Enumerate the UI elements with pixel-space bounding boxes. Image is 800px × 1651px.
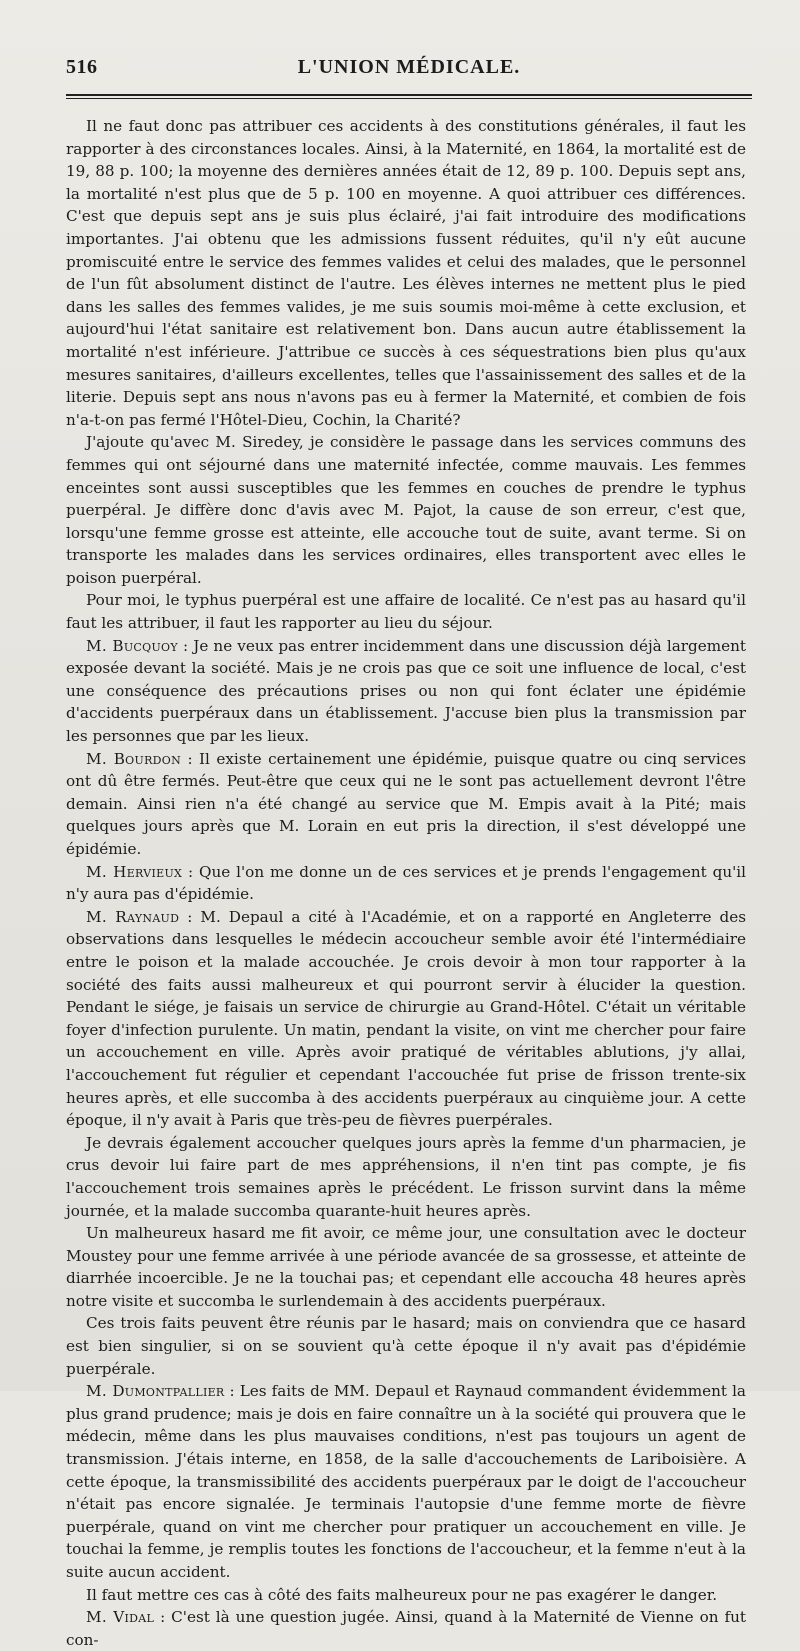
speaker-name: M. Raynaud [86,907,180,926]
paragraph-text: Je devrais également accoucher quelques jours après la femme d'un pharmacien, je crus devoir lui faire part de mes appréhensions, il n'en tint pas compte, je fis l'accouchement trois semaines après le précédent. Le frisson survint dans la même journée, et la malade succomba quarante-huit heures après. [66,1133,746,1220]
paragraph [66,589,746,634]
speaker-name: M. Dumontpallier [86,1382,225,1401]
paragraph-text: J'ajoute qu'avec M. Siredey, je considère le passage dans les services communs des femmes qui ont séjourné dans une maternité infectée, comme mauvais. Les femmes enceintes sont aussi susceptibles que les femmes en couches de prendre le typhus puerpéral. Je diffère donc d'avis avec M. Pajot, la cause de son erreur, c'est que, lorsqu'une femme grosse est atteinte, elle accouche tout de suite, avant terme. Si on transporte les malades dans les services ordinaires, elles transportent avec elles le poison puerpéral. [66,433,746,587]
speaker-name: M. Bourdon [86,749,182,768]
paragraph-text: Il faut mettre ces cas à côté des faits malheureux pour ne pas exagérer le danger. [86,1585,718,1604]
paragraph [66,748,746,861]
paragraph [66,1606,746,1651]
header-rule [66,94,752,99]
paragraph [66,1132,746,1222]
paragraph-text: : Je ne veux pas entrer incidemment dans une discussion déjà largement exposée devant la société. Mais je ne crois pas que ce soit une influence de local, c'est une conséquence des précautions prises ou non qui font éclater une épidémie d'accidents puerpéraux dans un établissement. J'accuse bien plus la transmission par les personnes que par les lieux. [66,636,746,746]
speaker-name: M. Vidal [86,1608,155,1627]
paragraph [66,431,746,589]
paragraph [66,635,746,748]
paragraph [66,906,746,1132]
paragraph-text: : C'est là une question jugée. Ainsi, quand à la Maternité de Vienne on fut con- [66,1608,746,1649]
paragraph [66,1584,746,1607]
paragraph-text: Ces trois faits peuvent être réunis par le hasard; mais on conviendra que ce hasard est bien singulier, si on se souvient qu'à cette époque il n'y avait pas d'épidémie puerpérale. [66,1314,746,1378]
paragraph [66,115,746,431]
paragraph-text: Un malheureux hasard me fit avoir, ce même jour, une consultation avec le docteur Moustey pour une femme arrivée à une période avancée de sa grossesse, et atteinte de diarrhée incoercible. Je ne la touchai pas; et cependant elle accoucha 48 heures après notre visite et succomba le surlendemain à des accidents puerpéraux. [66,1224,746,1310]
paragraph [66,861,746,906]
paragraph [66,1380,746,1583]
paragraph-text: : M. Depaul a cité à l'Académie, et on a rapporté en Angleterre des observations dans lesquelles le médecin accoucheur semble avoir été l'intermédiaire entre le poison et la malade accouchée. Je crois devoir à mon tour rapporter à la société des faits aussi malheureux et qui pourront servir à élucider la question. Pendant le siége, je faisais un service de chirurgie au Grand-Hôtel. C'était un véritable foyer d'infection purulente. Un matin, pendant la visite, on vint me chercher pour faire un accouchement en ville. Après avoir pratiqué de véritables ablutions, j'y allai, l'accouchement fut régulier et cependant l'accouchée fut prise de frisson trente-six heures après, et elle succomba à des accidents puerpéraux au cinquième jour. A cette époque, il n'y avait à Paris que très-peu de fièvres puerpérales. [66,907,746,1130]
page-number: 516 [66,56,98,78]
speaker-name: M. Bucquoy [86,636,178,655]
paragraph-text: Il ne faut donc pas attribuer ces accidents à des constitutions générales, il faut les rapporter à des circonstances locales. Ainsi, à la Maternité, en 1864, la mortalité est de 19, 88 p. 100; la moyenne des dernières années était de 12, 89 p. 100. Depuis sept ans, la mortalité n'est plus que de 5 p. 100 en moyenne. A quoi attribuer ces différences. C'est que depuis sept ans je suis plus éclairé, j'ai fait introduire des modifications importantes. J'ai obtenu que les admissions fussent réduites, qu'il n'y eût aucune promiscuité entre le service des femmes valides et celui des malades, que le personnel de l'un fût absolument distinct de l'autre. Les élèves internes ne mettent plus le pied dans les salles des femmes valides, je me suis soumis moi-même à cette exclusion, et aujourd'hui l'état sanitaire est relativement bon. Dans aucun autre établissement la mortalité n'est inférieure. J'attribue ce succès à ces séquestrations bien plus qu'aux mesures sanitaires, d'ailleurs excellentes, telles que l'assainissement des salles et de la literie. Depuis sept ans nous n'avons pas eu à fermer la Maternité, et combien de fois n'a-t-on pas fermé l'Hôtel-Dieu, Cochin, la Charité? [66,117,746,429]
speaker-name: M. Hervieux [86,862,183,881]
paragraph [66,1222,746,1312]
paragraph-text: : Que l'on me donne un de ces services et je prends l'engagement qu'il n'y aura pas d'épidémie. [66,862,746,904]
running-title: L'UNION MÉDICALE. [297,56,521,78]
page-header [66,56,752,90]
paragraph-text: : Il existe certainement une épidémie, puisque quatre ou cinq services ont dû être fermés. Peut-être que ceux qui ne le sont pas actuellement devront l'être demain. Ainsi rien n'a été changé au service que M. Empis avait à la Pité; mais quelques jours après que M. Lorain en eut pris la direction, il s'est développé une épidémie. [66,749,747,858]
paragraph-text: Pour moi, le typhus puerpéral est une affaire de localité. Ce n'est pas au hasard qu'il faut les attribuer, il faut les rapporter au lieu du séjour. [66,591,746,633]
body-text [66,115,752,1651]
paragraph [66,1312,746,1380]
paragraph-text: : Les faits de MM. Depaul et Raynaud commandent évidemment la plus grand prudence; mais je dois en faire connaître un à la société qui prouvera que le médecin, même dans les plus mauvaises conditions, n'est pas toujours un agent de transmission. J'étais interne, en 1858, de la salle d'accouchements de Lariboisière. A cette époque, la transmissibilité des accidents puerpéraux par le doigt de l'accoucheur n'était pas encore signalée. Je terminais l'autopsie d'une femme morte de fièvre puerpérale, quand on vint me chercher pour pratiquer un accouchement en ville. Je touchai la femme, je remplis toutes les fonctions de l'accoucheur, et la femme n'eut à la suite aucun accident. [66,1382,746,1581]
